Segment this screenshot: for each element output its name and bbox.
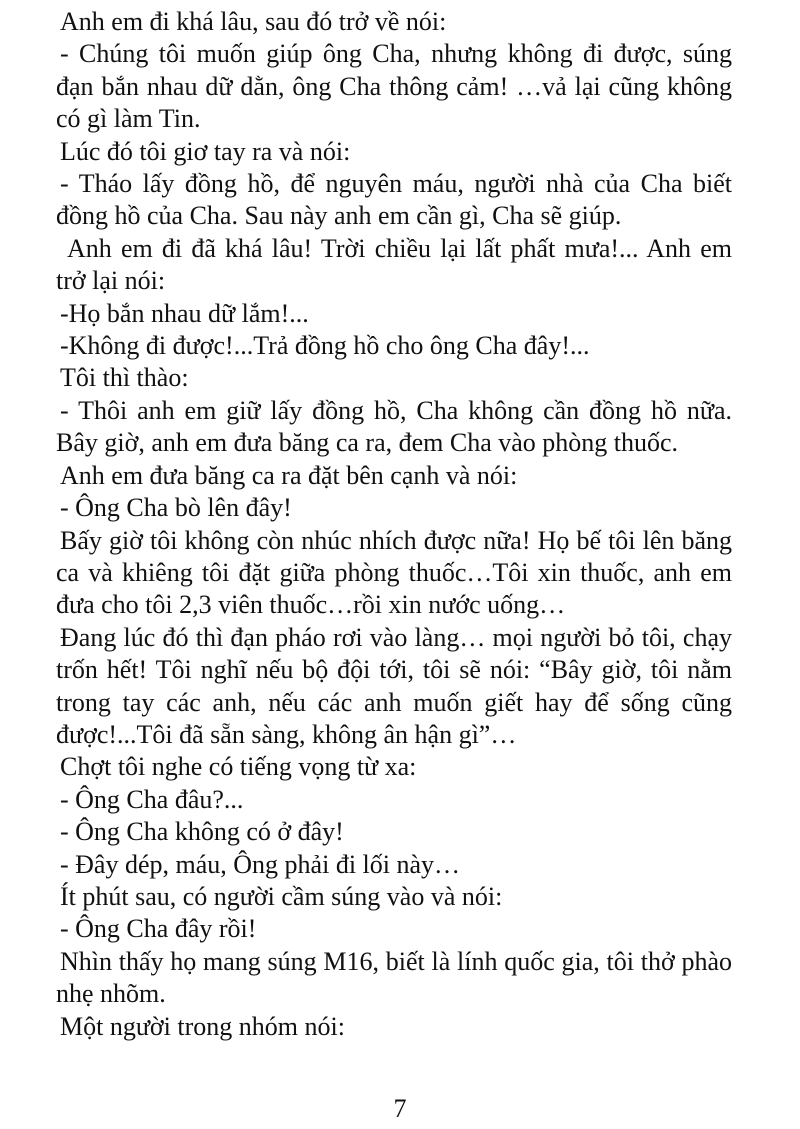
paragraph: Nhìn thấy họ mang súng M16, biết là lính quốc gia, tôi thở phào nhẹ nhõm. xyxy=(56,946,732,1009)
paragraph: Tôi thì thào: xyxy=(60,363,189,393)
paragraph: Anh em đưa băng ca ra đặt bên cạnh và nói: xyxy=(60,460,518,490)
paragraph: Anh em đi khá lâu, sau đó trở về nói: xyxy=(60,7,447,36)
paragraph: - Đây dép, máu, Ông phải đi lối này… xyxy=(60,849,461,879)
paragraph: - Thôi anh em giữ lấy đồng hồ, Cha không cần đồng hồ nữa. Bây giờ, anh em đưa băng ca ra, đem Cha vào phòng thuốc. xyxy=(56,395,732,458)
paragraph: - Ông Cha đây rồi! xyxy=(60,914,257,944)
paragraph: - Ông Cha bò lên đây! xyxy=(60,493,292,523)
paragraph: -Không đi được!...Trả đồng hồ cho ông Cha đây!... xyxy=(60,331,590,361)
paragraph: - Ông Cha đâu?... xyxy=(60,784,244,814)
paragraph: Bấy giờ tôi không còn nhúc nhích được nữa! Họ bế tôi lên băng ca và khiêng tôi đặt giữa phòng thuốc…Tôi xin thuốc, anh em đưa cho tôi 2,3 viên thuốc…rồi xin nước uống… xyxy=(56,525,732,620)
paragraph: - Chúng tôi muốn giúp ông Cha, nhưng không đi được, súng đạn bắn nhau dữ dằn, ông Cha thông cảm! …vả lại cũng không có gì làm Tin. xyxy=(56,39,732,134)
paragraph: - Ông Cha không có ở đây! xyxy=(60,817,344,847)
paragraph: Chợt tôi nghe có tiếng vọng từ xa: xyxy=(60,752,417,782)
paragraph: Anh em đi đã khá lâu! Trời chiều lại lất phất mưa!... Anh em trở lại nói: xyxy=(56,233,732,296)
paragraph: Một người trong nhóm nói: xyxy=(60,1011,345,1041)
paragraph: Lúc đó tôi giơ tay ra và nói: xyxy=(60,136,351,166)
page-body xyxy=(56,6,732,1043)
paragraph: Ít phút sau, có người cầm súng vào và nói: xyxy=(60,881,503,911)
paragraph: - Tháo lấy đồng hồ, để nguyên máu, người nhà của Cha biết đồng hồ của Cha. Sau này anh em cần gì, Cha sẽ giúp. xyxy=(56,169,732,231)
paragraph: Đang lúc đó thì đạn pháo rơi vào làng… mọi người bỏ tôi, chạy trốn hết! Tôi nghĩ nếu bộ đội tới, tôi sẽ nói: “Bây giờ, tôi nằm trong tay các anh, nếu các anh muốn giết hay để sống cũng được!...Tôi đã sẵn sàng, không ân hận gì”… xyxy=(56,622,732,749)
page-number: 7 xyxy=(393,1094,407,1123)
paragraph: -Họ bắn nhau dữ lắm!... xyxy=(60,298,309,328)
